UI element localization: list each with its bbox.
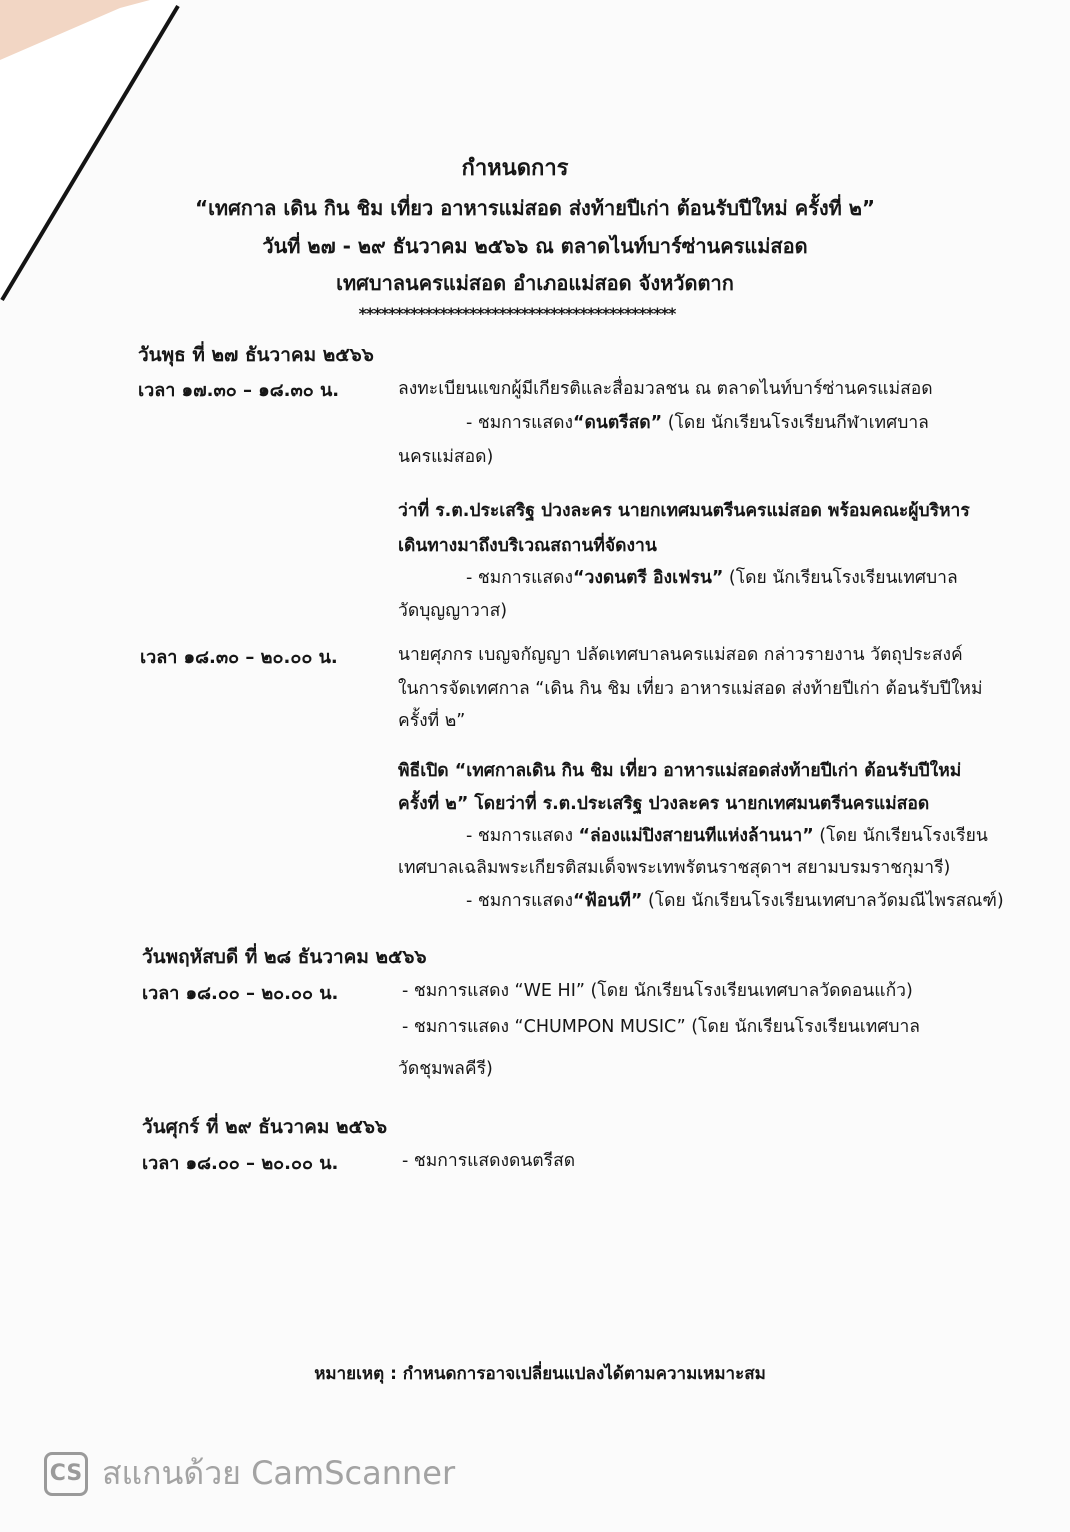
day3-heading: วันศุกร์ ที่ ๒๙ ธันวาคม ๒๕๖๖ [142, 1116, 388, 1138]
day1-show-ping-river: - ชมการแสดง “ล่องแม่ปิงสายนทีแห่งล้านนา” (โดย นักเรียนโรงเรียน [466, 826, 988, 846]
day3-time: เวลา ๑๘.๐๐ – ๒๐.๐๐ น. [142, 1153, 339, 1174]
day2-show-chumpon-cont: วัดชุมพลคีรี) [398, 1059, 493, 1079]
day2-time: เวลา ๑๘.๐๐ – ๒๐.๐๐ น. [142, 983, 339, 1004]
camscanner-logo-icon: CS [44, 1452, 88, 1496]
day2-heading: วันพฤหัสบดี ที่ ๒๘ ธันวาคม ๒๕๖๖ [142, 946, 427, 968]
event-date-place: วันที่ ๒๗ - ๒๙ ธันวาคม ๒๕๖๖ ณ ตลาดไนท์บาร์ซ่านครแม่สอด [262, 234, 808, 258]
day2-show-chumpon: - ชมการแสดง “CHUMPON MUSIC” (โดย นักเรียนโรงเรียนเทศบาล [402, 1017, 921, 1037]
day1-show-live-music-cont: นครแม่สอด) [398, 447, 494, 467]
camscanner-watermark-text: สแกนด้วย CamScanner [102, 1454, 456, 1492]
document-title: กำหนดการ [461, 156, 569, 181]
camscanner-watermark [44, 1448, 455, 1499]
event-organizer: เทศบาลนครแม่สอด อำเภอแม่สอด จังหวัดตาก [336, 271, 734, 295]
day1-registration: ลงทะเบียนแขกผู้มีเกียรติและสื่อมวลชน ณ ตลาดไนท์บาร์ซ่านครแม่สอด [398, 379, 933, 399]
day3-show-live-music: - ชมการแสดงดนตรีสด [402, 1151, 576, 1171]
day1-show-ping-river-cont: เทศบาลเฉลิมพระเกียรติสมเด็จพระเทพรัตนราชสุดาฯ สยามบรมราชกุมารี) [398, 858, 951, 878]
day1-show-live-music: - ชมการแสดง“ดนตรีสด” (โดย นักเรียนโรงเรียนกีฬาเทศบาล [466, 413, 929, 433]
day1-show-band: - ชมการแสดง“วงดนตรี อิงเฟรน” (โดย นักเรียนโรงเรียนเทศบาล [466, 568, 958, 588]
day1-opening: พิธีเปิด “เทศกาลเดิน กิน ชิม เที่ยว อาหารแม่สอดส่งท้ายปีเก่า ต้อนรับปีใหม่ [398, 761, 962, 781]
event-name: “เทศกาล เดิน กิน ชิม เที่ยว อาหารแม่สอด ส่งท้ายปีเก่า ต้อนรับปีใหม่ ครั้งที่ ๒” [194, 196, 876, 220]
day1-slot2-time: เวลา ๑๘.๓๐ – ๒๐.๐๐ น. [140, 647, 338, 668]
day1-mayor-arrival-cont: เดินทางมาถึงบริเวณสถานที่จัดงาน [398, 536, 657, 556]
day1-heading: วันพุธ ที่ ๒๗ ธันวาคม ๒๕๖๖ [138, 344, 374, 366]
day1-report-cont: ในการจัดเทศกาล “เดิน กิน ชิม เที่ยว อาหารแม่สอด ส่งท้ายปีเก่า ต้อนรับปีใหม่ [398, 679, 983, 699]
separator-line: ******************************************* [358, 304, 676, 323]
day1-opening-cont: ครั้งที่ ๒” โดยว่าที่ ร.ต.ประเสริฐ ปวงละคร นายกเทศมนตรีนครแม่สอด [398, 794, 930, 814]
day1-show-fon-thi: - ชมการแสดง“ฟ้อนที” (โดย นักเรียนโรงเรียนเทศบาลวัดมณีไพรสณฑ์) [466, 891, 1004, 911]
day1-show-band-cont: วัดบุญญาวาส) [398, 601, 508, 621]
day1-slot1-time: เวลา ๑๗.๓๐ – ๑๘.๓๐ น. [138, 380, 340, 401]
day2-show-we-hi: - ชมการแสดง “WE HI” (โดย นักเรียนโรงเรียนเทศบาลวัดดอนแก้ว) [402, 981, 913, 1001]
footnote: หมายเหตุ : กำหนดการอาจเปลี่ยนแปลงได้ตามความเหมาะสม [314, 1364, 766, 1384]
day1-report: นายศุภกร เบญจกัญญา ปลัดเทศบาลนครแม่สอด กล่าวรายงาน วัตถุประสงค์ [398, 645, 963, 665]
day1-report-cont2: ครั้งที่ ๒” [398, 711, 466, 731]
day1-mayor-arrival: ว่าที่ ร.ต.ประเสริฐ ปวงละคร นายกเทศมนตรีนครแม่สอด พร้อมคณะผู้บริหาร [398, 501, 970, 521]
